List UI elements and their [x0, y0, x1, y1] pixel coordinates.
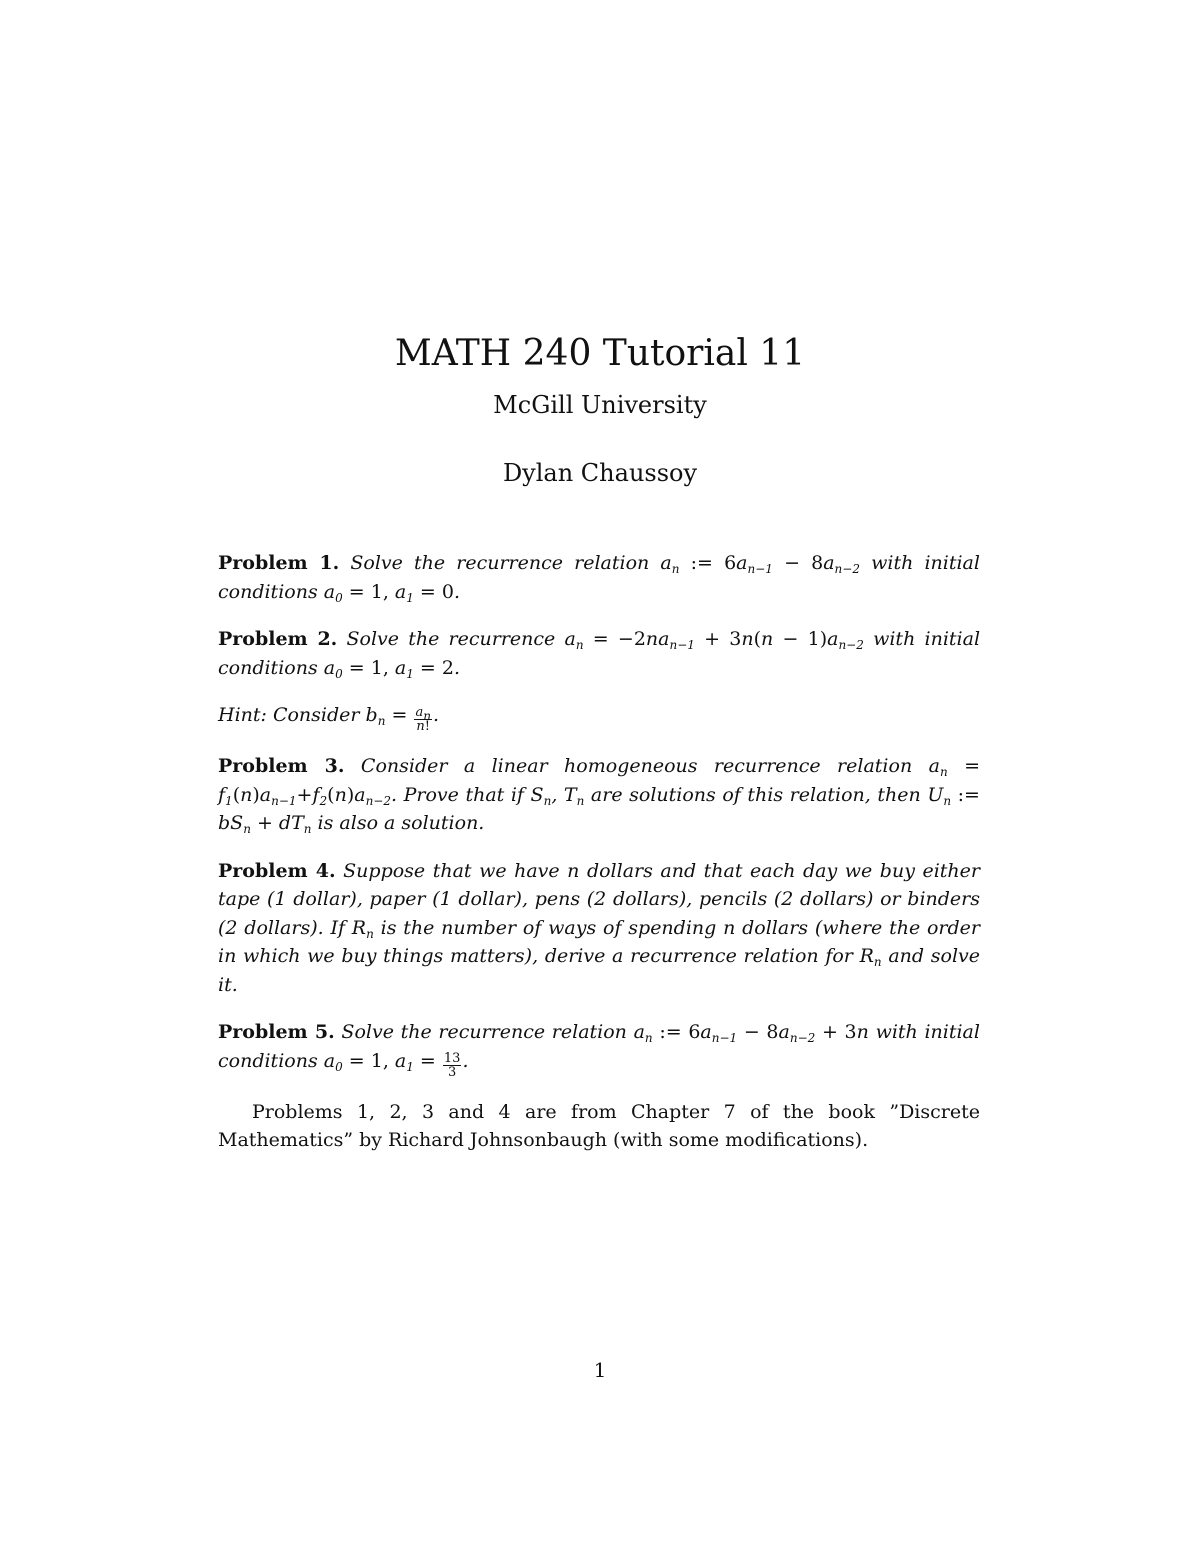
author-name: Dylan Chaussoy [502, 459, 698, 487]
problem-3-text: Consider a linear homogeneous recurrence relation [360, 755, 913, 777]
problem-5-text-2: with initial conditions [218, 1021, 980, 1072]
problem-1-label: Problem 1. [218, 552, 340, 574]
problem-4-text-3: and solve it. [218, 945, 981, 996]
problem-3-combination: $U_n$ := $bS_n + dT_n$ [218, 783, 980, 836]
problem-2-text: Solve the recurrence [346, 628, 556, 650]
hint-formula: $b_n$ = $\frac{a_n}{n!}$ [365, 704, 431, 734]
problem-5-text: Solve the recurrence relation [341, 1021, 627, 1043]
problem-1-end: . [453, 580, 461, 603]
problem-5-recurrence: $a_n$ := $6a_{n-1} - 8a_{n-2} + 3n$ [633, 1021, 869, 1045]
hint: Hint: Consider $b_n$ = $\frac{a_n}{n!}$ . [218, 704, 440, 734]
problem-5 [218, 1018, 980, 1079]
problem-1-text: Solve the recurrence relation [350, 552, 650, 574]
problem-1-text-2: with initial conditions [218, 552, 980, 603]
problem-2-initial-conditions: $a_0 = 1$, $a_1 = 2$ [323, 656, 454, 681]
problem-4-text-2: is the number of ways of spending n dollars (where the order in which we buy things matters), derive a recurrence relation for [218, 916, 981, 967]
problem-2-recurrence: $a_n = -2na_{n-1} + 3n(n - 1)a_{n-2}$ [564, 628, 864, 652]
problem-3: Problem 3. Consider a linear homogeneous recurrence relation $a_n = f_1(n)a_{n-1}+f_2(n)a_{n-2}$. Prove that if $S_n$, $T_n$ are solutions of this relation, then $U_n$ := $bS_n + dT_n$ is also a solution. [218, 755, 981, 836]
problem-list [218, 549, 980, 1155]
problem-3-solutions: $S_n$, $T_n$ [530, 783, 585, 808]
problem-4 [218, 857, 980, 1000]
problem-2 [218, 625, 980, 682]
problem-3-text-2: Prove that if [403, 783, 524, 806]
problem-1 [218, 549, 980, 606]
problem-3-text-4: is also a solution. [317, 812, 485, 834]
problem-5-initial-conditions: $a_0 = 1$, $a_1$ = $\frac{13}{3}$ [323, 1049, 461, 1080]
problem-5-end: . [462, 1049, 469, 1072]
problem-4-label: Problem 4. [218, 859, 336, 882]
problem-1-recurrence: $a_n$ := $6a_{n-1} - 8a_{n-2}$ [660, 552, 860, 576]
problem-4-rn: $R_n$ [351, 916, 374, 941]
problem-2-end: . [453, 656, 461, 679]
problem-3-relation: $a_n = f_1(n)a_{n-1}+f_2(n)a_{n-2}$ [218, 755, 981, 808]
problem-1-initial-conditions: $a_0 = 1$, $a_1 = 0$ [323, 580, 454, 605]
problem-4-rn-2: $R_n$ [859, 945, 882, 969]
problem-2-label: Problem 2. [218, 628, 338, 650]
affiliation: McGill University [493, 391, 707, 419]
problem-4-text: Suppose that we have n dollars and that each day we buy either tape (1 dollar), paper (1 dollar), pens (2 dollars), pencils (2 dollars) or binders (2 dollars). If [218, 859, 980, 939]
source-note: Problems 1, 2, 3 and 4 are from Chapter 7 of the book ”Discrete Mathematics” by Richard Johnsonbaugh (with some modifications). [218, 1100, 980, 1151]
document-title: MATH 240 Tutorial 11 [394, 333, 806, 374]
page-number: 1 [593, 1358, 607, 1382]
problem-2-text-2: with initial conditions [218, 628, 981, 679]
problem-3-text-3: are solutions of this relation, then [590, 783, 921, 806]
hint-text: Hint: Consider [218, 704, 360, 726]
problem-3-label: Problem 3. [218, 755, 345, 777]
problem-5-label: Problem 5. [218, 1021, 335, 1043]
